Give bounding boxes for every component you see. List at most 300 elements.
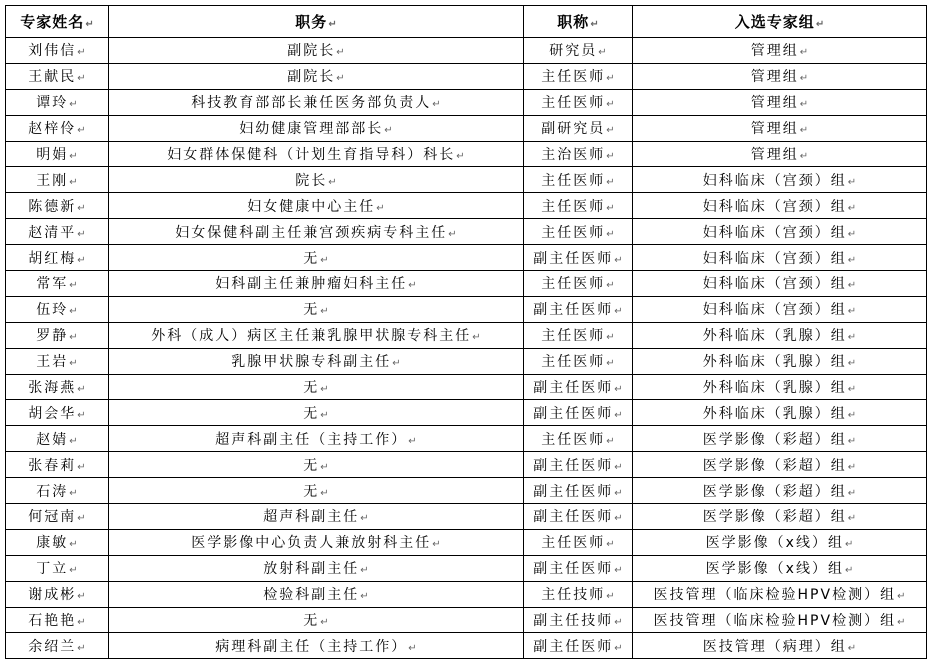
table-row bbox=[6, 555, 927, 581]
name-text: 张春莉 bbox=[28, 457, 77, 474]
title-text: 主任医师 bbox=[541, 431, 606, 448]
cell-group bbox=[633, 141, 927, 167]
paragraph-mark: ↵ bbox=[69, 435, 78, 447]
cell-title bbox=[524, 504, 633, 530]
paragraph-mark: ↵ bbox=[448, 228, 457, 240]
cell-position bbox=[109, 504, 524, 530]
cell-title bbox=[524, 581, 633, 607]
cell-title bbox=[524, 245, 633, 271]
cell-title bbox=[524, 296, 633, 322]
cell-group bbox=[633, 504, 927, 530]
paragraph-mark: ↵ bbox=[847, 461, 857, 473]
position-text: 妇女健康中心主任 bbox=[247, 198, 376, 215]
paragraph-mark: ↵ bbox=[847, 228, 857, 240]
name-text: 王刚 bbox=[36, 172, 69, 189]
cell-name bbox=[6, 38, 109, 64]
paragraph-mark: ↵ bbox=[847, 280, 857, 292]
cell-name bbox=[6, 89, 109, 115]
paragraph-mark: ↵ bbox=[69, 176, 78, 188]
cell-group bbox=[633, 478, 927, 504]
paragraph-mark: ↵ bbox=[77, 461, 86, 473]
cell-title bbox=[524, 141, 633, 167]
table-row bbox=[6, 607, 927, 633]
paragraph-mark: ↵ bbox=[614, 254, 623, 266]
cell-name bbox=[6, 193, 109, 219]
cell-group bbox=[633, 581, 927, 607]
group-text: 医学影像（彩超）组 bbox=[702, 457, 847, 474]
title-text: 主任医师 bbox=[541, 328, 606, 345]
cell-group bbox=[633, 555, 927, 581]
table-row bbox=[6, 193, 927, 219]
table-row bbox=[6, 296, 927, 322]
cell-position bbox=[109, 245, 524, 271]
cell-title bbox=[524, 63, 633, 89]
paragraph-mark: ↵ bbox=[847, 513, 857, 525]
paragraph-mark: ↵ bbox=[844, 565, 854, 577]
name-text: 石艳艳 bbox=[28, 613, 77, 630]
paragraph-mark: ↵ bbox=[606, 202, 615, 214]
cell-title bbox=[524, 348, 633, 374]
cell-name bbox=[6, 296, 109, 322]
cell-group bbox=[633, 400, 927, 426]
cell-group bbox=[633, 115, 927, 141]
position-text: 无 bbox=[303, 613, 320, 630]
group-text: 外科临床（乳腺）组 bbox=[702, 405, 847, 422]
table-row bbox=[6, 529, 927, 555]
table-row bbox=[6, 374, 927, 400]
group-text: 妇科临床（宫颈）组 bbox=[702, 250, 847, 267]
table-row bbox=[6, 38, 927, 64]
paragraph-mark: ↵ bbox=[432, 539, 441, 551]
paragraph-mark: ↵ bbox=[844, 539, 854, 551]
table-row bbox=[6, 400, 927, 426]
paragraph-mark: ↵ bbox=[320, 306, 329, 318]
position-text: 医学影像中心负责人兼放射科主任 bbox=[191, 535, 432, 552]
cell-position bbox=[109, 167, 524, 193]
paragraph-mark: ↵ bbox=[606, 591, 615, 603]
cell-name bbox=[6, 426, 109, 452]
cell-position bbox=[109, 63, 524, 89]
name-text: 胡会华 bbox=[28, 405, 77, 422]
cell-position bbox=[109, 141, 524, 167]
title-text: 主任医师 bbox=[541, 354, 606, 371]
title-text: 主任医师 bbox=[541, 69, 606, 86]
paragraph-mark: ↵ bbox=[606, 176, 615, 188]
title-text: 研究员 bbox=[549, 43, 598, 60]
title-text: 主任技师 bbox=[541, 587, 606, 604]
paragraph-mark: ↵ bbox=[614, 642, 623, 654]
cell-title bbox=[524, 322, 633, 348]
table-row bbox=[6, 581, 927, 607]
paragraph-mark: ↵ bbox=[456, 151, 465, 162]
paragraph-mark: ↵ bbox=[847, 202, 857, 214]
paragraph-mark: ↵ bbox=[384, 125, 393, 137]
position-text: 院长 bbox=[295, 172, 328, 189]
position-text: 无 bbox=[303, 302, 320, 319]
group-text: 医学影像（彩超）组 bbox=[702, 509, 847, 526]
paragraph-mark: ↵ bbox=[847, 435, 857, 447]
paragraph-mark: ↵ bbox=[847, 176, 857, 188]
table-row bbox=[6, 167, 927, 193]
cell-name bbox=[6, 348, 109, 374]
cell-name bbox=[6, 141, 109, 167]
table-row bbox=[6, 504, 927, 530]
group-text: 妇科临床（宫颈）组 bbox=[702, 172, 847, 189]
paragraph-mark: ↵ bbox=[606, 125, 615, 137]
paragraph-mark: ↵ bbox=[432, 99, 441, 111]
cell-title bbox=[524, 529, 633, 555]
cell-position bbox=[109, 607, 524, 633]
cell-position bbox=[109, 555, 524, 581]
group-text: 医学影像（x线）组 bbox=[705, 561, 844, 578]
header-name: 专家姓名↵ bbox=[6, 6, 109, 38]
cell-name bbox=[6, 504, 109, 530]
cell-group bbox=[633, 63, 927, 89]
paragraph-mark: ↵ bbox=[606, 73, 615, 85]
table-row bbox=[6, 478, 927, 504]
paragraph-mark: ↵ bbox=[336, 73, 345, 85]
paragraph-mark: ↵ bbox=[408, 642, 417, 654]
paragraph-mark: ↵ bbox=[69, 306, 78, 318]
paragraph-mark: ↵ bbox=[799, 151, 809, 162]
position-text: 副院长 bbox=[287, 69, 336, 86]
title-text: 副主任医师 bbox=[533, 380, 614, 397]
header-row bbox=[6, 6, 927, 38]
title-text: 副主任医师 bbox=[533, 250, 614, 267]
title-text: 主任医师 bbox=[541, 198, 606, 215]
name-text: 赵清平 bbox=[28, 224, 77, 241]
header-group: 入选专家组↵ bbox=[633, 6, 927, 38]
cell-position bbox=[109, 348, 524, 374]
cell-position bbox=[109, 219, 524, 245]
name-text: 何冠南 bbox=[28, 509, 77, 526]
paragraph-mark: ↵ bbox=[606, 539, 615, 551]
paragraph-mark: ↵ bbox=[69, 99, 78, 111]
title-text: 主任医师 bbox=[541, 172, 606, 189]
cell-title bbox=[524, 478, 633, 504]
paragraph-mark: ↵ bbox=[614, 461, 623, 473]
group-text: 妇科临床（宫颈）组 bbox=[702, 302, 847, 319]
name-text: 陈德新 bbox=[28, 198, 77, 215]
table-row bbox=[6, 322, 927, 348]
paragraph-mark: ↵ bbox=[392, 358, 401, 370]
cell-name bbox=[6, 322, 109, 348]
cell-group bbox=[633, 167, 927, 193]
paragraph-mark: ↵ bbox=[606, 332, 615, 344]
paragraph-mark: ↵ bbox=[408, 435, 417, 447]
table-row bbox=[6, 452, 927, 478]
name-text: 康敏 bbox=[36, 535, 69, 552]
cell-title bbox=[524, 374, 633, 400]
cell-name bbox=[6, 245, 109, 271]
cell-name bbox=[6, 219, 109, 245]
paragraph-mark: ↵ bbox=[320, 384, 329, 396]
cell-group bbox=[633, 529, 927, 555]
title-text: 副主任医师 bbox=[533, 561, 614, 578]
title-text: 副主任医师 bbox=[533, 405, 614, 422]
cell-group bbox=[633, 271, 927, 297]
paragraph-mark: ↵ bbox=[77, 409, 86, 421]
group-text: 妇科临床（宫颈）组 bbox=[702, 224, 847, 241]
cell-group bbox=[633, 322, 927, 348]
cell-group bbox=[633, 193, 927, 219]
paragraph-mark: ↵ bbox=[847, 306, 857, 318]
cell-name bbox=[6, 374, 109, 400]
position-text: 无 bbox=[303, 405, 320, 422]
paragraph-mark: ↵ bbox=[360, 565, 369, 577]
table-row bbox=[6, 63, 927, 89]
position-text: 妇女保健科副主任兼宫颈疾病专科主任 bbox=[175, 224, 448, 241]
paragraph-mark: ↵ bbox=[847, 409, 857, 421]
paragraph-mark: ↵ bbox=[799, 73, 809, 85]
name-text: 丁立 bbox=[36, 561, 69, 578]
paragraph-mark: ↵ bbox=[77, 384, 86, 396]
paragraph-mark: ↵ bbox=[408, 280, 417, 292]
cell-name bbox=[6, 529, 109, 555]
name-text: 王岩 bbox=[36, 354, 69, 371]
cell-name bbox=[6, 115, 109, 141]
position-text: 超声科副主任（主持工作） bbox=[215, 431, 408, 448]
position-text: 病理科副主任（主持工作） bbox=[215, 638, 408, 655]
paragraph-mark: ↵ bbox=[847, 384, 857, 396]
paragraph-mark: ↵ bbox=[69, 358, 78, 370]
paragraph-mark: ↵ bbox=[77, 617, 86, 629]
table-row bbox=[6, 219, 927, 245]
paragraph-mark: ↵ bbox=[614, 565, 623, 577]
cell-name bbox=[6, 63, 109, 89]
paragraph-mark: ↵ bbox=[799, 99, 809, 111]
cell-name bbox=[6, 633, 109, 659]
expert-table bbox=[5, 5, 927, 659]
cell-name bbox=[6, 581, 109, 607]
paragraph-mark: ↵ bbox=[606, 99, 615, 111]
cell-title bbox=[524, 219, 633, 245]
position-text: 科技教育部部长兼任医务部负责人 bbox=[191, 95, 432, 112]
paragraph-mark: ↵ bbox=[606, 435, 615, 447]
paragraph-mark: ↵ bbox=[77, 513, 86, 525]
title-text: 副主任医师 bbox=[533, 457, 614, 474]
position-text: 检验科副主任 bbox=[263, 587, 360, 604]
title-text: 主任医师 bbox=[541, 535, 606, 552]
paragraph-mark: ↵ bbox=[360, 513, 369, 525]
group-text: 医学影像（彩超）组 bbox=[702, 431, 847, 448]
paragraph-mark: ↵ bbox=[77, 642, 86, 654]
title-text: 副主任医师 bbox=[533, 638, 614, 655]
cell-position bbox=[109, 296, 524, 322]
paragraph-mark: ↵ bbox=[77, 47, 86, 59]
name-text: 张海燕 bbox=[28, 380, 77, 397]
cell-title bbox=[524, 400, 633, 426]
table-row bbox=[6, 115, 927, 141]
cell-title bbox=[524, 115, 633, 141]
group-text: 医技管理（病理）组 bbox=[702, 638, 847, 655]
name-text: 余绍兰 bbox=[28, 638, 77, 655]
cell-name bbox=[6, 607, 109, 633]
title-text: 主任医师 bbox=[541, 224, 606, 241]
paragraph-mark: ↵ bbox=[799, 125, 809, 137]
title-text: 副主任医师 bbox=[533, 483, 614, 500]
paragraph-mark: ↵ bbox=[614, 384, 623, 396]
document-page bbox=[5, 5, 927, 659]
paragraph-mark: ↵ bbox=[320, 461, 329, 473]
cell-name bbox=[6, 167, 109, 193]
paragraph-mark: ↵ bbox=[472, 332, 481, 344]
name-text: 伍玲 bbox=[36, 302, 69, 319]
table-body bbox=[6, 38, 927, 659]
position-text: 无 bbox=[303, 457, 320, 474]
header-title: 职称↵ bbox=[524, 6, 633, 38]
cell-group bbox=[633, 38, 927, 64]
paragraph-mark: ↵ bbox=[328, 176, 337, 188]
cell-group bbox=[633, 426, 927, 452]
paragraph-mark: ↵ bbox=[847, 332, 857, 344]
position-text: 外科（成人）病区主任兼乳腺甲状腺专科主任 bbox=[151, 328, 472, 345]
cell-title bbox=[524, 452, 633, 478]
paragraph-mark: ↵ bbox=[614, 513, 623, 525]
title-text: 主任医师 bbox=[541, 276, 606, 293]
paragraph-mark: ↵ bbox=[606, 358, 615, 370]
paragraph-mark: ↵ bbox=[847, 254, 857, 266]
table-row bbox=[6, 633, 927, 659]
cell-position bbox=[109, 374, 524, 400]
cell-position bbox=[109, 322, 524, 348]
paragraph-mark: ↵ bbox=[847, 487, 857, 499]
cell-position bbox=[109, 426, 524, 452]
name-text: 胡红梅 bbox=[28, 250, 77, 267]
paragraph-mark: ↵ bbox=[69, 332, 78, 344]
cell-title bbox=[524, 633, 633, 659]
cell-position bbox=[109, 581, 524, 607]
paragraph-mark: ↵ bbox=[614, 306, 623, 318]
cell-group bbox=[633, 607, 927, 633]
cell-title bbox=[524, 607, 633, 633]
paragraph-mark: ↵ bbox=[69, 487, 78, 499]
position-text: 妇科副主任兼肿瘤妇科主任 bbox=[215, 276, 408, 293]
cell-group bbox=[633, 452, 927, 478]
cell-group bbox=[633, 633, 927, 659]
name-text: 赵婧 bbox=[36, 431, 69, 448]
table-row bbox=[6, 271, 927, 297]
paragraph-mark: ↵ bbox=[360, 591, 369, 603]
title-text: 主治医师 bbox=[541, 147, 606, 163]
position-text: 无 bbox=[303, 250, 320, 267]
group-text: 外科临床（乳腺）组 bbox=[702, 328, 847, 345]
paragraph-mark: ↵ bbox=[69, 539, 78, 551]
group-text: 管理组 bbox=[750, 43, 799, 60]
paragraph-mark: ↵ bbox=[376, 202, 385, 214]
name-text: 罗静 bbox=[36, 328, 69, 345]
position-text: 放射科副主任 bbox=[263, 561, 360, 578]
paragraph-mark: ↵ bbox=[847, 358, 857, 370]
header-position: 职务↵ bbox=[109, 6, 524, 38]
position-text: 妇幼健康管理部部长 bbox=[239, 121, 384, 138]
paragraph-mark: ↵ bbox=[320, 409, 329, 421]
cell-group bbox=[633, 296, 927, 322]
cell-position bbox=[109, 452, 524, 478]
name-text: 谢成彬 bbox=[28, 587, 77, 604]
paragraph-mark: ↵ bbox=[897, 591, 906, 603]
cell-group bbox=[633, 245, 927, 271]
name-text: 常军 bbox=[36, 276, 69, 293]
cell-name bbox=[6, 271, 109, 297]
title-text: 副研究员 bbox=[541, 121, 606, 138]
title-text: 副主任医师 bbox=[533, 302, 614, 319]
cell-title bbox=[524, 555, 633, 581]
cell-title bbox=[524, 167, 633, 193]
cell-title bbox=[524, 89, 633, 115]
paragraph-mark: ↵ bbox=[77, 202, 86, 214]
position-text: 乳腺甲状腺专科副主任 bbox=[231, 354, 392, 371]
group-text: 医学影像（彩超）组 bbox=[702, 483, 847, 500]
position-text: 妇女群体保健科（计划生育指导科）科长 bbox=[167, 147, 456, 163]
cell-position bbox=[109, 271, 524, 297]
paragraph-mark: ↵ bbox=[77, 254, 86, 266]
cell-position bbox=[109, 478, 524, 504]
cell-position bbox=[109, 400, 524, 426]
paragraph-mark: ↵ bbox=[606, 228, 615, 240]
cell-name bbox=[6, 478, 109, 504]
group-text: 妇科临床（宫颈）组 bbox=[702, 276, 847, 293]
table-row bbox=[6, 348, 927, 374]
name-text: 王献民 bbox=[28, 69, 77, 86]
cell-name bbox=[6, 400, 109, 426]
title-text: 主任医师 bbox=[541, 95, 606, 112]
group-text: 医学影像（x线）组 bbox=[705, 535, 844, 552]
paragraph-mark: ↵ bbox=[320, 487, 329, 499]
table-row bbox=[6, 89, 927, 115]
group-text: 管理组 bbox=[750, 95, 799, 112]
name-text: 明娟 bbox=[36, 147, 69, 163]
group-text: 外科临床（乳腺）组 bbox=[702, 354, 847, 371]
position-text: 无 bbox=[303, 380, 320, 397]
name-text: 谭玲 bbox=[36, 95, 69, 112]
group-text: 医技管理（临床检验HPV检测）组 bbox=[653, 613, 897, 630]
group-text: 管理组 bbox=[750, 147, 799, 163]
paragraph-mark: ↵ bbox=[614, 617, 623, 629]
title-text: 副主任医师 bbox=[533, 509, 614, 526]
paragraph-mark: ↵ bbox=[606, 151, 615, 162]
cell-position bbox=[109, 38, 524, 64]
cell-title bbox=[524, 193, 633, 219]
paragraph-mark: ↵ bbox=[799, 47, 809, 59]
paragraph-mark: ↵ bbox=[336, 47, 345, 59]
paragraph-mark: ↵ bbox=[320, 617, 329, 629]
paragraph-mark: ↵ bbox=[77, 591, 86, 603]
cell-title bbox=[524, 38, 633, 64]
cell-name bbox=[6, 555, 109, 581]
group-text: 管理组 bbox=[750, 69, 799, 86]
paragraph-mark: ↵ bbox=[847, 642, 857, 654]
cell-position bbox=[109, 89, 524, 115]
cell-group bbox=[633, 219, 927, 245]
cell-title bbox=[524, 271, 633, 297]
paragraph-mark: ↵ bbox=[77, 73, 86, 85]
cell-group bbox=[633, 348, 927, 374]
table-row bbox=[6, 141, 927, 167]
table-row bbox=[6, 426, 927, 452]
paragraph-mark: ↵ bbox=[69, 151, 78, 162]
cell-position bbox=[109, 115, 524, 141]
group-text: 医技管理（临床检验HPV检测）组 bbox=[653, 587, 897, 604]
position-text: 无 bbox=[303, 483, 320, 500]
paragraph-mark: ↵ bbox=[320, 254, 329, 266]
paragraph-mark: ↵ bbox=[606, 280, 615, 292]
name-text: 石涛 bbox=[36, 483, 69, 500]
cell-position bbox=[109, 193, 524, 219]
position-text: 副院长 bbox=[287, 43, 336, 60]
cell-position bbox=[109, 529, 524, 555]
group-text: 外科临床（乳腺）组 bbox=[702, 380, 847, 397]
